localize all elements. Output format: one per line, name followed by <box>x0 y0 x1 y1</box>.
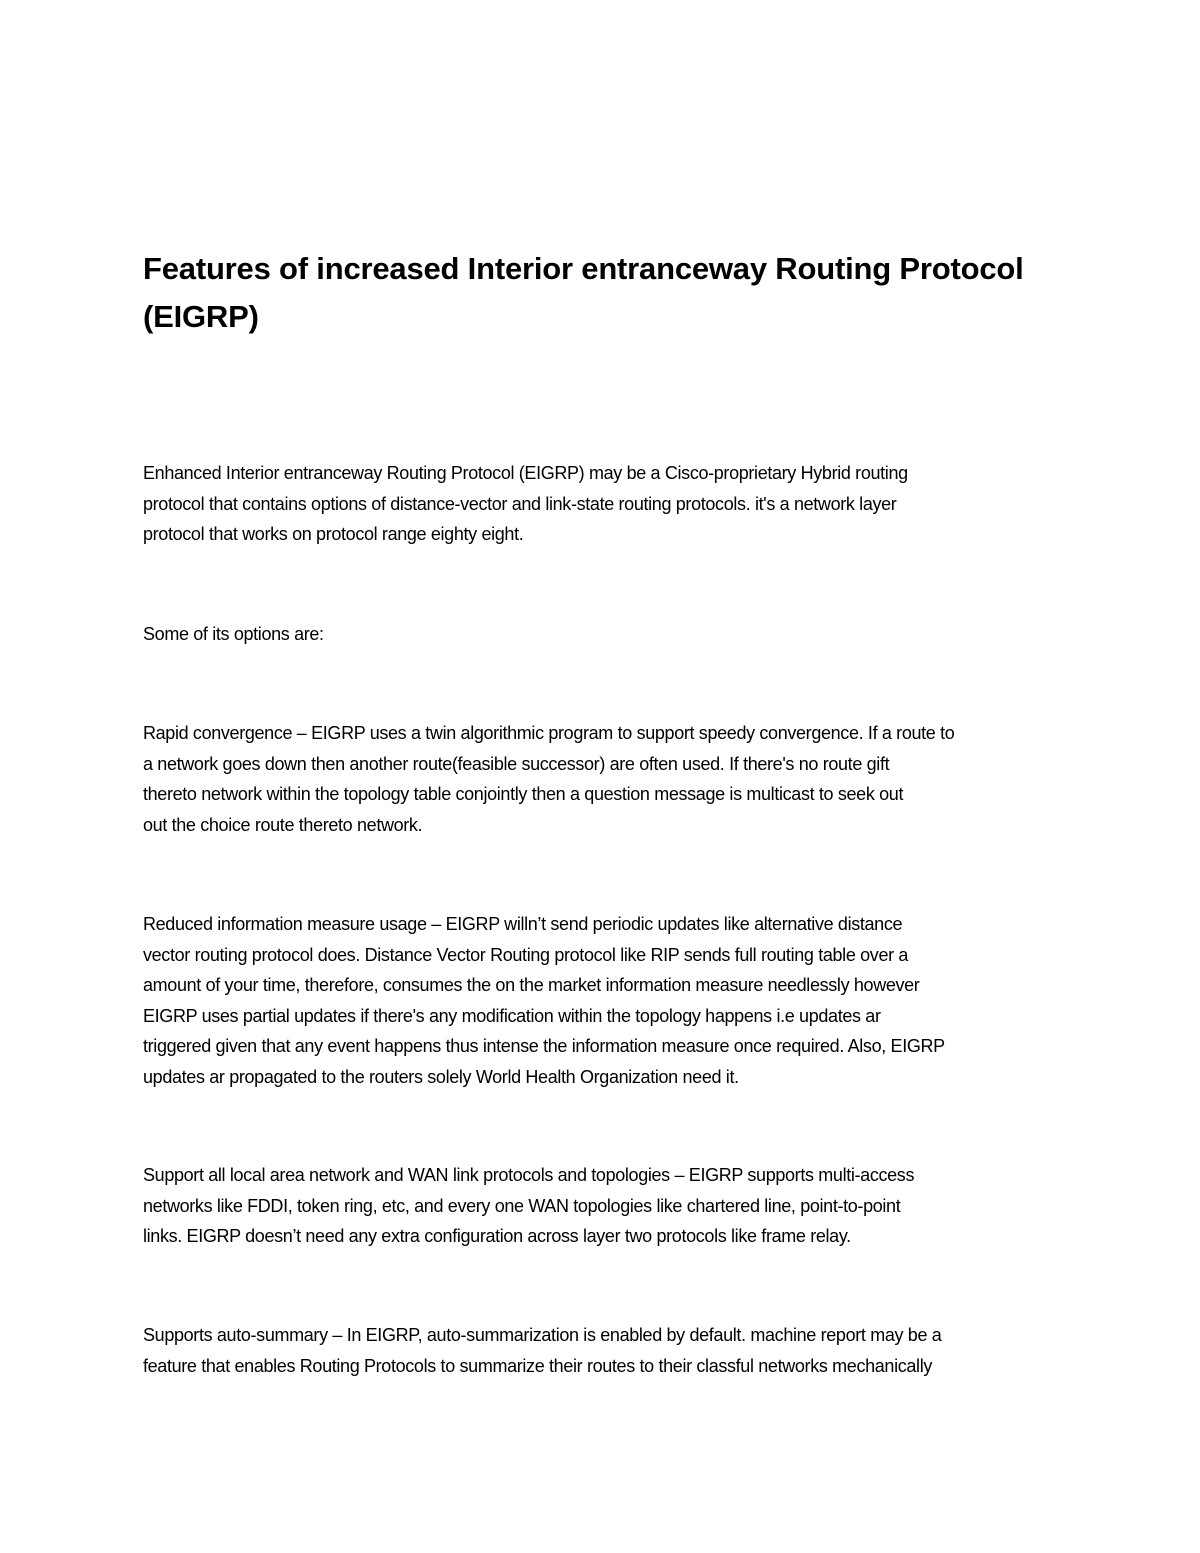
text-line: protocol that works on protocol range eighty eight. <box>143 524 524 544</box>
options-intro-paragraph <box>143 619 1073 650</box>
title-line: Features of increased Interior entranceway Routing Protocol <box>143 251 1024 286</box>
auto-summary-paragraph <box>143 1320 1073 1381</box>
text-line: EIGRP uses partial updates if there's any modification within the topology happens i.e updates ar <box>143 1005 881 1026</box>
title-line: (EIGRP) <box>143 299 259 334</box>
text-line: Reduced information measure usage – EIGRP willn’t send periodic updates like alternative distance <box>143 914 903 934</box>
text-line: Some of its options are: <box>143 624 324 644</box>
text-line: thereto network within the topology table conjointly then a question message is multicast to seek out <box>143 784 904 804</box>
text-line: Support all local area network and WAN link protocols and topologies – EIGRP supports multi-access <box>143 1165 915 1185</box>
text-line: vector routing protocol does. Distance Vector Routing protocol like RIP sends full routing table over a <box>143 944 909 965</box>
document-title <box>143 245 1063 341</box>
text-line: links. EIGRP doesn’t need any extra configuration across layer two protocols like frame relay. <box>143 1226 851 1246</box>
text-line: protocol that contains options of distance-vector and link-state routing protocols. it's a network layer <box>143 493 897 514</box>
text-line: amount of your time, therefore, consumes the on the market information measure needlessly however <box>143 975 920 995</box>
text-line: Rapid convergence – EIGRP uses a twin algorithmic program to support speedy convergence. If a route to <box>143 723 955 743</box>
text-line: triggered given that any event happens thus intense the information measure once required. Also, EIGRP <box>143 1036 945 1056</box>
intro-paragraph <box>143 458 1073 550</box>
text-line: networks like FDDI, token ring, etc, and every one WAN topologies like chartered line, point-to-point <box>143 1195 901 1216</box>
text-line: Supports auto-summary – In EIGRP, auto-summarization is enabled by default. machine report may be a <box>143 1325 942 1345</box>
rapid-convergence-paragraph <box>143 718 1073 840</box>
text-line: updates ar propagated to the routers solely World Health Organization need it. <box>143 1066 739 1087</box>
text-line: feature that enables Routing Protocols to summarize their routes to their classful networks mechanically <box>143 1355 932 1376</box>
reduced-usage-paragraph <box>143 909 1073 1092</box>
text-line: Enhanced Interior entranceway Routing Protocol (EIGRP) may be a Cisco-proprietary Hybrid routing <box>143 463 908 483</box>
text-line: out the choice route thereto network. <box>143 814 423 835</box>
protocol-support-paragraph <box>143 1160 1073 1252</box>
text-line: a network goes down then another route(feasible successor) are often used. If there's no route gift <box>143 753 890 774</box>
